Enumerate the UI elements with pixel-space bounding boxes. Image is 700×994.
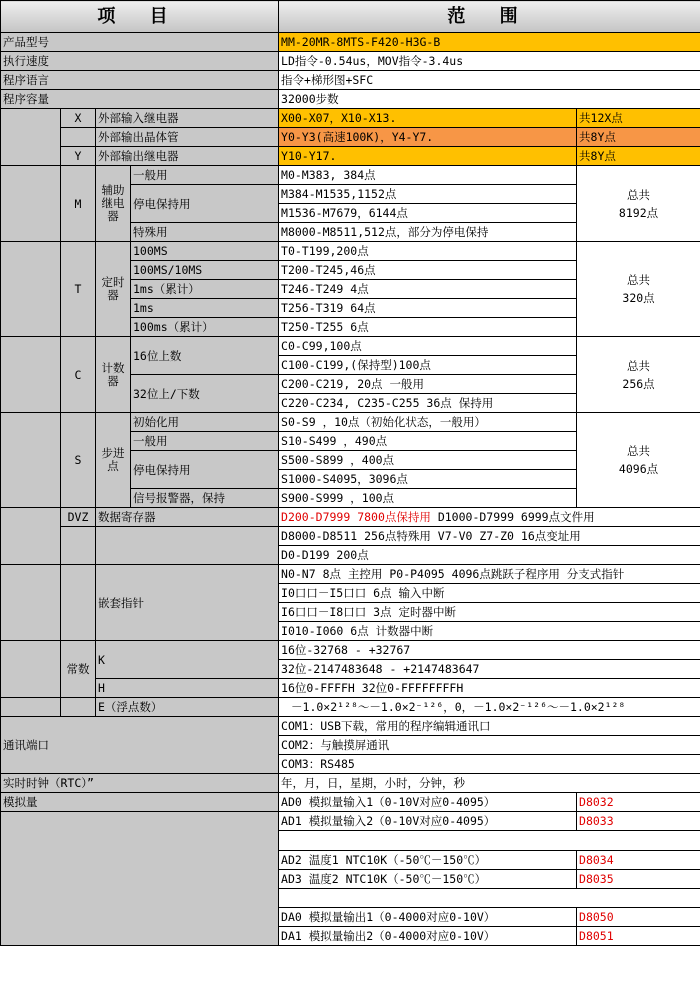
analog-reg: D8051 [577,927,700,946]
m-group: 辅助继电器 [96,166,131,242]
s-row-0 [1,413,700,432]
s-item-range: S10-S499 ，490点 [279,432,577,451]
analog-item: AD1 模拟量输入2（0-10V对应0-4095） [279,812,577,831]
s-total: 总共 4096点 [577,413,700,508]
t-item-range: T246-T249 4点 [279,280,577,299]
nest-row-0 [1,565,700,584]
const-k-code: K [96,641,279,679]
const-k-row-0 [1,641,700,660]
m-item-range: M8000-M8511,512点，部分为停电保持 [279,223,577,242]
x-code: X [61,109,96,128]
nest-range: N0-N7 8点 主控用 P0-P4095 4096点跳跃子程序用 分支式指针 [279,565,700,584]
c-row-0 [1,337,700,356]
s-item-range: S0-S9 ，10点（初始化状态，一般用） [279,413,577,432]
const-k-range: 16位-32768 - +32767 [279,641,700,660]
y1-name: 外部输出晶体管 [96,128,279,147]
analog-item: AD2 温度1 NTC10K（-50℃－150℃） [279,851,577,870]
m-item-name: 停电保持用 [131,185,279,223]
header-item: 项 目 [1,1,279,33]
m-code: M [61,166,96,242]
header-range: 范 围 [279,1,700,33]
s-item-name: 停电保持用 [131,451,279,489]
analog-item: DA1 模拟量输出2（0-4000对应0-10V） [279,927,577,946]
const-h-range: 16位0-FFFFH 32位0-FFFFFFFFH [279,679,700,698]
x-name: 外部输入继电器 [96,109,279,128]
speed-value: LD指令-0.54us，MOV指令-3.4us [279,52,700,71]
const-name: 常数 [61,641,96,698]
nest-name: 嵌套指针 [96,565,279,641]
y2-code: Y [61,147,96,166]
c-item-name: 32位上/下数 [131,375,279,413]
table-header [1,1,700,33]
analog-reg: D8050 [577,908,700,927]
c-item-range: C0-C99,100点 [279,337,577,356]
rtc-range: 年，月，日，星期，小时，分钟，秒 [279,774,700,793]
speed-label: 执行速度 [1,52,279,71]
s-item-range: S1000-S4095，3096点 [279,470,577,489]
nest-range: I010-I060 6点 计数器中断 [279,622,700,641]
row-cap [1,90,700,109]
x-total: 共12X点 [577,109,700,128]
comm-range: COM3：RS485 [279,755,700,774]
const-h-code: H [96,679,279,698]
y2-range: Y10-Y17. [279,147,577,166]
t-item-name: 100ms（累计） [131,318,279,337]
c-item-range: C200-C219, 20点 一般用 [279,375,577,394]
const-e-row [1,698,700,717]
comm-label: 通讯端口 [1,717,279,774]
s-item-name: 初始化用 [131,413,279,432]
c-item-range: C100-C199,(保持型)100点 [279,356,577,375]
t-item-name: 100MS/10MS [131,261,279,280]
row-speed [1,52,700,71]
const-h-row [1,679,700,698]
comm-range: COM1：USB下载，常用的程序编辑通讯口 [279,717,700,736]
y1-range: Y0-Y3(高速100K)，Y4-Y7. [279,128,577,147]
c-code: C [61,337,96,413]
model-label: 产品型号 [1,33,279,52]
d-code: DVZ [61,508,96,527]
t-item-range: T200-T245,46点 [279,261,577,280]
t-item-name: 1ms（累计） [131,280,279,299]
d-row-0 [1,508,700,527]
d-range-file: D1000-D7999 6999点文件用 [437,510,595,524]
nest-range: I6口口－I8口口 3点 定时器中断 [279,603,700,622]
cap-label: 程序容量 [1,90,279,109]
cap-value: 32000步数 [279,90,700,109]
d-range2: D0-D199 200点 [279,546,700,565]
analog-row-1 [1,812,700,831]
s-item-range: S500-S899 ，400点 [279,451,577,470]
m-item-name: 特殊用 [131,223,279,242]
t-item-name: 1ms [131,299,279,318]
t-group: 定时器 [96,242,131,337]
analog-reg: D8034 [577,851,700,870]
analog-item: AD3 温度2 NTC10K（-50℃－150℃） [279,870,577,889]
m-item-range: M384-M1535,1152点 [279,185,577,204]
analog-reg: D8032 [577,793,700,812]
t-item-range: T0-T199,200点 [279,242,577,261]
d-range2: D8000-D8511 256点特殊用 V7-V0 Z7-Z0 16点变址用 [279,527,700,546]
s-item-range: S900-S999 ，100点 [279,489,577,508]
const-e-code: E（浮点数） [96,698,279,717]
lang-label: 程序语言 [1,71,279,90]
t-item-name: 100MS [131,242,279,261]
c-group: 计数器 [96,337,131,413]
d-range-saved: D200-D7999 7800点保持用 [281,510,431,524]
t-item-range: T256-T319 64点 [279,299,577,318]
analog-reg: D8035 [577,870,700,889]
nest-range: I0口口－I5口口 6点 输入中断 [279,584,700,603]
c-item-name: 16位上数 [131,337,279,375]
c-item-range: C220-C234, C235-C255 36点 保持用 [279,394,577,413]
m-item-range: M1536-M7679，6144点 [279,204,577,223]
s-item-name: 信号报警器，保持 [131,489,279,508]
d-name: 数据寄存器 [96,508,279,527]
analog-item: AD0 模拟量输入1（0-10V对应0-4095） [279,793,577,812]
row-x [1,109,700,128]
row-model [1,33,700,52]
rtc-label: 实时时钟（RTC）” [1,774,279,793]
s-group: 步进点 [96,413,131,508]
y1-total: 共8Y点 [577,128,700,147]
analog-row-0 [1,793,700,812]
s-item-name: 一般用 [131,432,279,451]
analog-reg: D8033 [577,812,700,831]
model-value: MM-20MR-8MTS-F420-H3G-B [279,33,700,52]
t-item-range: T250-T255 6点 [279,318,577,337]
row-lang [1,71,700,90]
m-total: 总共 8192点 [577,166,700,242]
comm-range: COM2：与触摸屏通讯 [279,736,700,755]
t-row-0 [1,242,700,261]
row-y1 [1,128,700,147]
y2-total: 共8Y点 [577,147,700,166]
lang-value: 指令+梯形图+SFC [279,71,700,90]
const-e-range: －1.0×2¹²⁸～－1.0×2⁻¹²⁶，0，－1.0×2⁻¹²⁶～－1.0×2¹²⁸ [279,698,700,717]
y2-name: 外部输出继电器 [96,147,279,166]
d-range [279,508,700,527]
comm-row-0 [1,717,700,736]
rtc-row [1,774,700,793]
row-y2 [1,147,700,166]
analog-label: 模拟量 [1,793,279,812]
analog-item: DA0 模拟量输出1（0-4000对应0-10V） [279,908,577,927]
d-row-1 [1,527,700,546]
s-code: S [61,413,96,508]
t-code: T [61,242,96,337]
t-total: 总共 320点 [577,242,700,337]
c-total: 总共 256点 [577,337,700,413]
m-row-0 [1,166,700,185]
const-k-range: 32位-2147483648 - +2147483647 [279,660,700,679]
m-item-range: M0-M383, 384点 [279,166,577,185]
m-item-name: 一般用 [131,166,279,185]
x-range: X00-X07，X10-X13. [279,109,577,128]
